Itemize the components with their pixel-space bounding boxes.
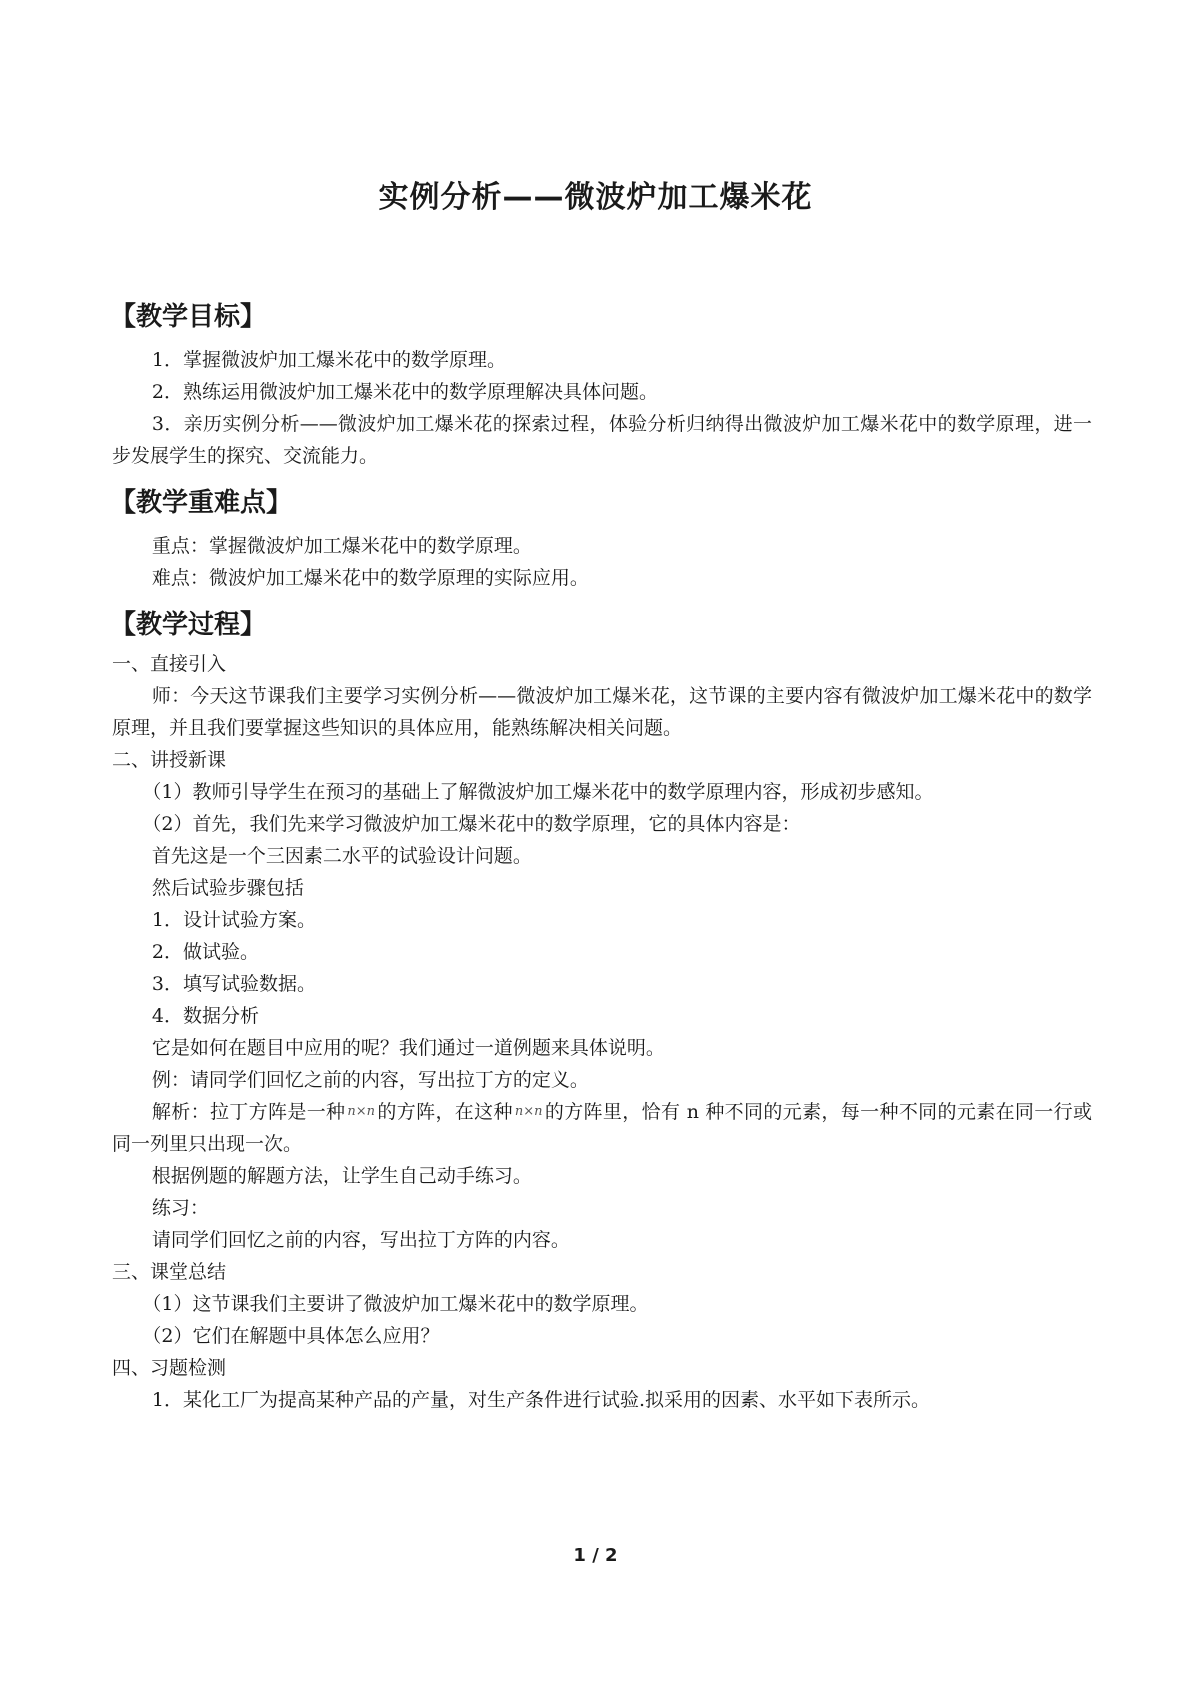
- paragraph: 请同学们回忆之前的内容，写出拉丁方阵的内容。: [151, 1229, 570, 1251]
- exercise-paragraph: 1．某化工厂为提高某种产品的产量，对生产条件进行试验.拟采用的因素、水平如下表所示。: [151, 1389, 931, 1411]
- math-expression: n×n: [514, 1104, 543, 1119]
- solution-paragraph: [112, 1096, 1092, 1160]
- goal-item: 1．掌握微波炉加工爆米花中的数学原理。: [151, 349, 506, 371]
- goal-item: 2．熟练运用微波炉加工爆米花中的数学原理解决具体问题。: [151, 381, 658, 403]
- step-item: 4．数据分析: [151, 1005, 259, 1027]
- section-heading-keypoints: 【教学重难点】: [110, 488, 293, 518]
- document-body: [112, 300, 1092, 1416]
- section-heading-process: 【教学过程】: [110, 610, 267, 640]
- subsection-title-exercise: 四、习题检测: [112, 1357, 227, 1379]
- paragraph: 它是如何在题目中应用的呢？我们通过一道例题来具体说明。: [151, 1037, 665, 1059]
- solution-text: 解析：拉丁方阵是一种: [151, 1101, 346, 1123]
- paragraph: （1）教师引导学生在预习的基础上了解微波炉加工爆米花中的数学原理内容，形成初步感知。: [142, 781, 934, 803]
- subsection-title-summary: 三、课堂总结: [112, 1261, 227, 1283]
- math-expression: n×n: [347, 1104, 376, 1119]
- keypoint-item: 难点：微波炉加工爆米花中的数学原理的实际应用。: [151, 567, 589, 589]
- solution-text: 的方阵里，恰有 n 种不同的元素，每一种不同的元素在同一行或同一列里只出现一次。: [112, 1101, 1092, 1155]
- page-number: 1 / 2: [573, 1545, 618, 1566]
- subsection-title-teaching: 二、讲授新课: [112, 749, 227, 771]
- section-heading-goals: 【教学目标】: [110, 302, 267, 332]
- step-item: 1．设计试验方案。: [151, 909, 316, 931]
- paragraph: （2）首先，我们先来学习微波炉加工爆米花中的数学原理，它的具体内容是：: [142, 813, 801, 835]
- paragraph: 首先这是一个三因素二水平的试验设计问题。: [151, 845, 532, 867]
- example-paragraph: 例：请同学们回忆之前的内容，写出拉丁方的定义。: [151, 1069, 589, 1091]
- paragraph: （1）这节课我们主要讲了微波炉加工爆米花中的数学原理。: [142, 1293, 649, 1315]
- keypoint-item: 重点：掌握微波炉加工爆米花中的数学原理。: [151, 535, 532, 557]
- step-item: 2．做试验。: [151, 941, 259, 963]
- goal-item: 3．亲历实例分析——微波炉加工爆米花的探索过程，体验分析归纳得出微波炉加工爆米花中的数学原理，进一步发展学生的探究、交流能力。: [112, 413, 1092, 467]
- paragraph: 练习：: [151, 1197, 209, 1219]
- paragraph: 根据例题的解题方法，让学生自己动手练习。: [151, 1165, 532, 1187]
- step-item: 3．填写试验数据。: [151, 973, 316, 995]
- paragraph: 师：今天这节课我们主要学习实例分析——微波炉加工爆米花，这节课的主要内容有微波炉加工爆米花中的数学原理，并且我们要掌握这些知识的具体应用，能熟练解决相关问题。: [112, 685, 1092, 739]
- solution-text: 的方阵，在这种: [377, 1101, 513, 1123]
- paragraph: 然后试验步骤包括: [151, 877, 304, 899]
- page-title: 实例分析——微波炉加工爆米花: [378, 180, 813, 215]
- subsection-title-intro: 一、直接引入: [112, 653, 227, 675]
- paragraph: （2）它们在解题中具体怎么应用？: [142, 1325, 440, 1347]
